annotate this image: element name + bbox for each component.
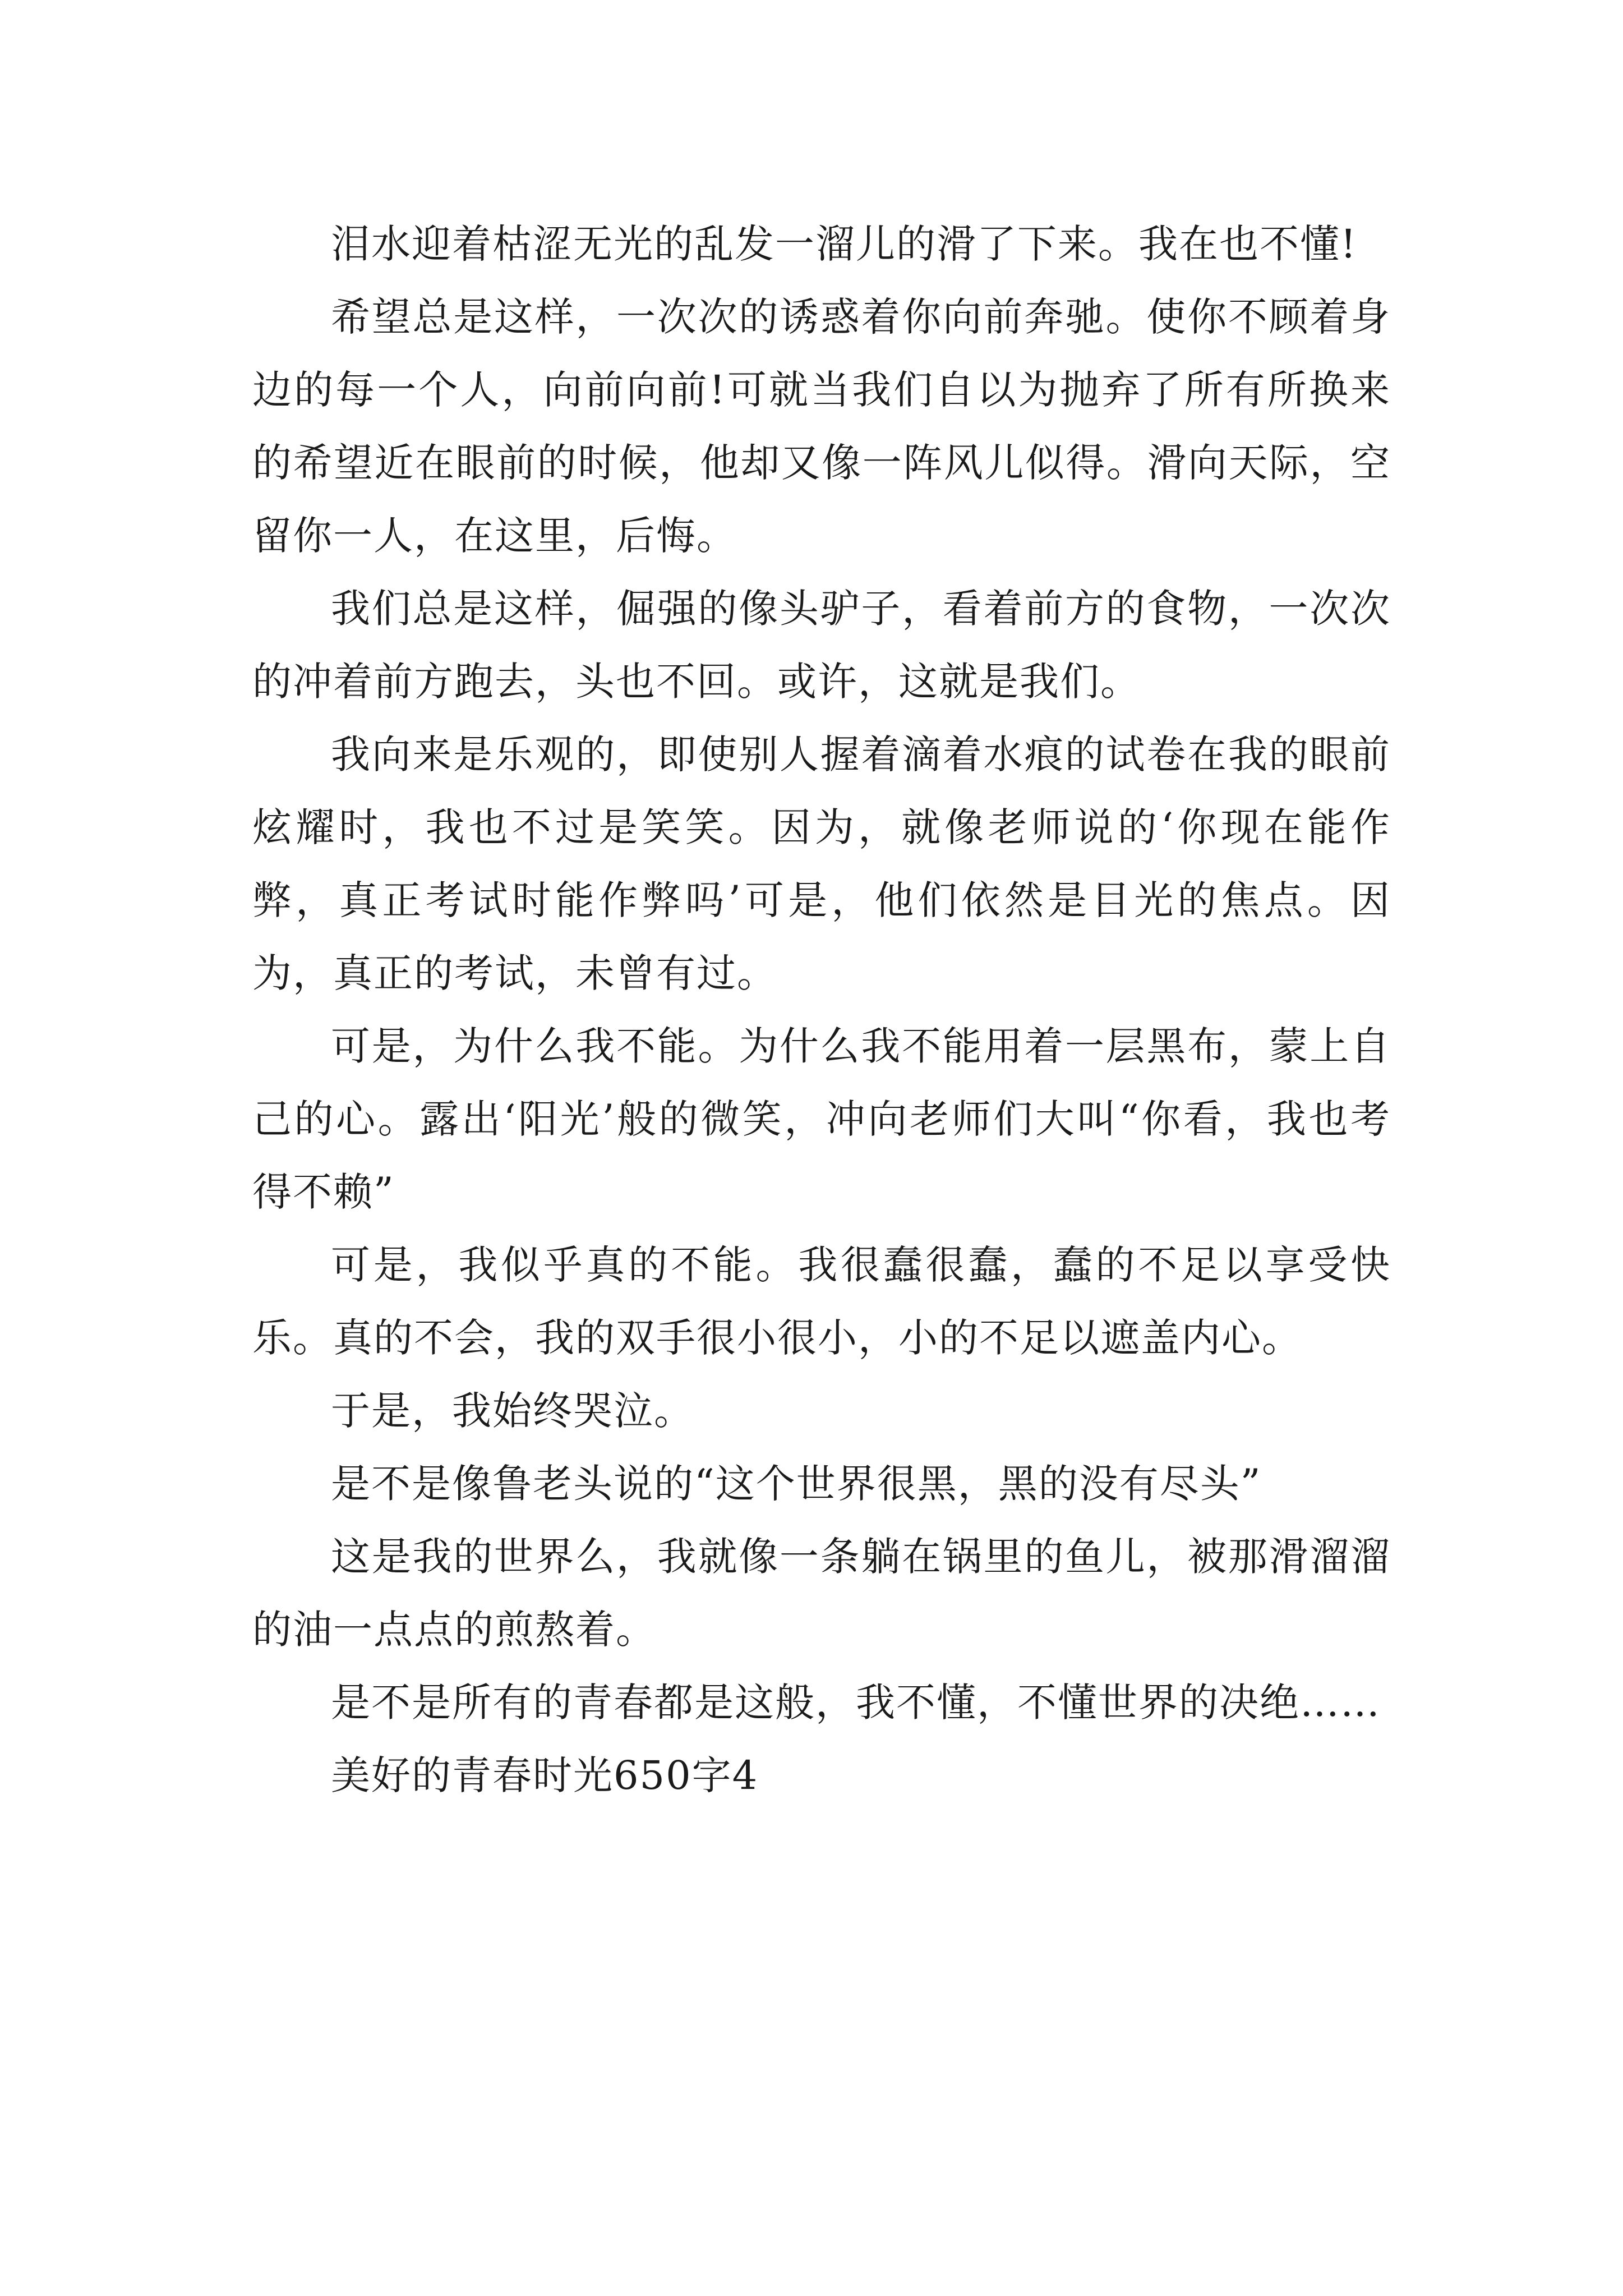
section-heading: 美好的青春时光650字4 bbox=[331, 1752, 759, 1798]
paragraph: 是不是像鲁老头说的“这个世界很黑，黑的没有尽头” bbox=[331, 1461, 1262, 1507]
document-body bbox=[252, 208, 1391, 1812]
paragraph: 我向来是乐观的，即使别人握着滴着水痕的试卷在我的眼前炫耀时，我也不过是笑笑。因为，就像老师说的‘你现在能作弊，真正考试时能作弊吗’可是，他们依然是目光的焦点。因为，真正的考试，未曾有过。 bbox=[252, 731, 1391, 996]
paragraph: 可是，我似乎真的不能。我很蠢很蠢，蠢的不足以享受快乐。真的不会，我的双手很小很小，小的不足以遮盖内心。 bbox=[252, 1242, 1391, 1361]
paragraph: 是不是所有的青春都是这般，我不懂，不懂世界的决绝…… bbox=[331, 1680, 1381, 1726]
paragraph: 可是，为什么我不能。为什么我不能用着一层黑布，蒙上自己的心。露出‘阳光’般的微笑，冲向老师们大叫“你看，我也考得不赖” bbox=[252, 1023, 1391, 1215]
paragraph: 希望总是这样，一次次的诱惑着你向前奔驰。使你不顾着身边的每一个人，向前向前!可就当我们自以为抛弃了所有所换来的希望近在眼前的时候，他却又像一阵风儿似得。滑向天际，空留你一人，在这里，后悔。 bbox=[252, 294, 1391, 559]
paragraph: 泪水迎着枯涩无光的乱发一溜儿的滑了下来。我在也不懂! bbox=[331, 221, 1358, 267]
paragraph: 于是，我始终哭泣。 bbox=[331, 1388, 694, 1434]
paragraph: 这是我的世界么，我就像一条躺在锅里的鱼儿，被那滑溜溜的油一点点的煎熬着。 bbox=[252, 1534, 1391, 1653]
paragraph: 我们总是这样，倔强的像头驴子，看着前方的食物，一次次的冲着前方跑去，头也不回。或许，这就是我们。 bbox=[252, 586, 1391, 705]
